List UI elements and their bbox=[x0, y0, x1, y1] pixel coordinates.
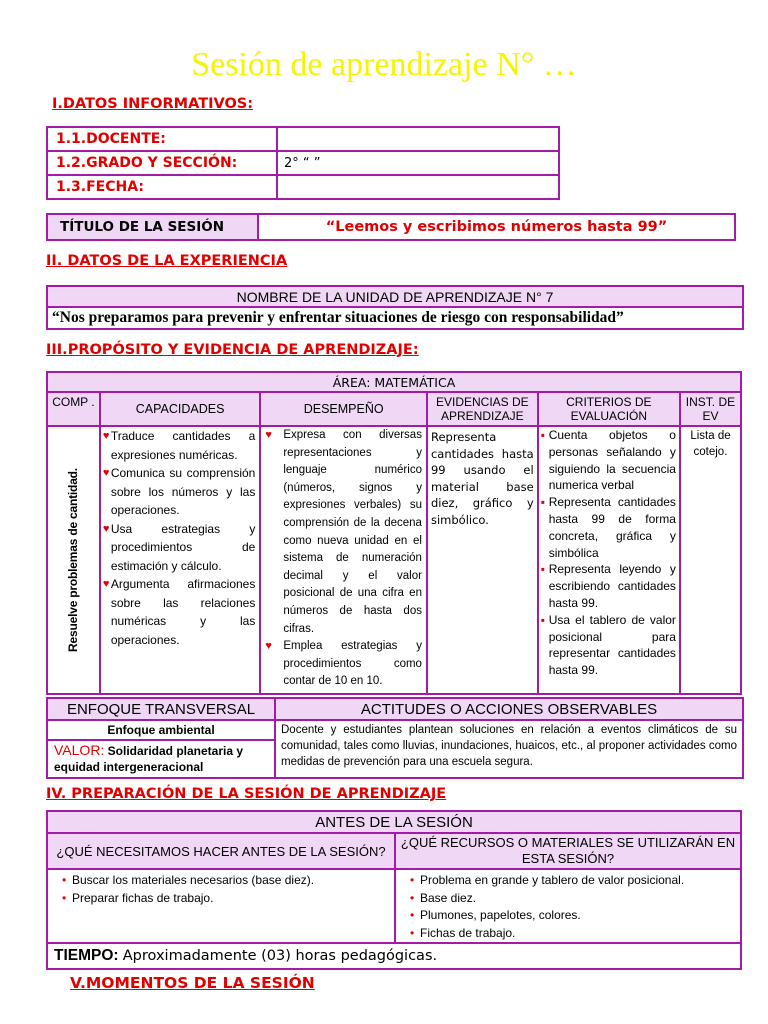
bullet-icon: ▪ bbox=[540, 495, 545, 510]
recursos-cell bbox=[395, 869, 741, 943]
list-item bbox=[410, 872, 736, 890]
titulo-sesion-value: “Leemos y escribimos números hasta 99” bbox=[258, 214, 735, 240]
bullet-icon: ▪ bbox=[540, 562, 545, 577]
col-evidencias-header: EVIDENCIAS DE APRENDIZAJE bbox=[427, 392, 538, 426]
criterios-list bbox=[541, 427, 676, 679]
desempeno-cell bbox=[260, 426, 427, 694]
list-item-text: Cuenta objetos o personas señalando y siguiendo la secuencia numerica verbal bbox=[548, 428, 676, 493]
section-heading-experiencia: II. DATOS DE LA EXPERIENCIA bbox=[46, 253, 288, 269]
tiempo-value: Aproximadamente (03) horas pedagógicas. bbox=[122, 948, 438, 965]
list-item bbox=[410, 890, 736, 908]
enfoque-table bbox=[46, 697, 744, 779]
list-item bbox=[62, 890, 390, 908]
criterios-cell bbox=[538, 426, 680, 694]
recursos-list bbox=[410, 872, 736, 942]
titulo-sesion-label: TÍTULO DE LA SESIÓN bbox=[47, 214, 258, 240]
heart-icon: ♥ bbox=[102, 578, 110, 590]
list-item-text: Argumenta afirmaciones sobre las relaciones numéricas y las operaciones. bbox=[110, 577, 256, 647]
actitudes-header: ACTITUDES O ACCIONES OBSERVABLES bbox=[275, 698, 743, 720]
list-item-text: Plumones, papelotes, colores. bbox=[420, 908, 581, 923]
capacidades-list bbox=[103, 427, 256, 649]
fecha-value bbox=[277, 175, 559, 199]
list-item bbox=[265, 638, 422, 691]
list-item-text: Usa el tablero de valor posicional para representar cantidades hasta 99. bbox=[548, 612, 676, 678]
necesitamos-header: ¿QUÉ NECESITAMOS HACER ANTES DE LA SESIÓN? bbox=[47, 833, 395, 869]
heart-icon: ♥ bbox=[265, 429, 272, 441]
recursos-header: ¿QUÉ RECURSOS O MATERIALES SE UTILIZARÁN EN ESTA SESIÓN? bbox=[395, 833, 741, 869]
titulo-sesion-table bbox=[46, 213, 736, 241]
competencia-cell bbox=[47, 426, 100, 694]
unidad-value: “Nos preparamos para prevenir y enfrentar situaciones de riesgo con responsabilidad” bbox=[47, 307, 743, 329]
heart-icon: ♥ bbox=[102, 467, 110, 479]
docente-value bbox=[277, 127, 559, 151]
proposito-table bbox=[46, 371, 742, 695]
list-item-text: Fichas de trabajo. bbox=[420, 925, 516, 940]
valor-label: VALOR: bbox=[54, 742, 105, 758]
list-item bbox=[541, 612, 676, 679]
antes-header: ANTES DE LA SESIÓN bbox=[47, 811, 741, 833]
instrumento-cell: Lista de cotejo. bbox=[680, 426, 741, 694]
list-item bbox=[541, 427, 676, 494]
list-item-text: Buscar los materiales necesarios (base diez). bbox=[72, 873, 315, 887]
bullet-icon: • bbox=[410, 873, 415, 887]
bullet-icon: • bbox=[62, 890, 67, 905]
capacidades-cell bbox=[100, 426, 261, 694]
list-item bbox=[103, 427, 256, 464]
enfoque-header: ENFOQUE TRANSVERSAL bbox=[47, 698, 275, 720]
list-item-text: Problema en grande y tablero de valor posicional. bbox=[420, 873, 685, 887]
bullet-icon: • bbox=[410, 925, 415, 940]
list-item-text: Comunica su comprensión sobre los números y las operaciones. bbox=[110, 466, 256, 517]
list-item-text: Emplea estrategias y procedimientos como contar de 10 en 10. bbox=[283, 640, 422, 688]
grado-label: 1.2.GRADO Y SECCIÓN: bbox=[47, 151, 277, 175]
list-item bbox=[541, 561, 676, 611]
bullet-icon: ▪ bbox=[540, 612, 545, 627]
bullet-icon: • bbox=[62, 873, 67, 887]
valor-text: Solidaridad planetaria y equidad intergeneracional bbox=[54, 744, 244, 774]
list-item-text: Base diez. bbox=[420, 890, 477, 905]
heart-icon: ♥ bbox=[102, 522, 110, 535]
preparacion-table bbox=[46, 810, 742, 970]
section-heading-proposito: III.PROPÓSITO Y EVIDENCIA DE APRENDIZAJE: bbox=[46, 342, 419, 358]
unidad-header: NOMBRE DE LA UNIDAD DE APRENDIZAJE N° 7 bbox=[47, 286, 743, 307]
list-item bbox=[62, 872, 390, 890]
enfoque-nombre: Enfoque ambiental bbox=[48, 721, 274, 741]
area-header: ÁREA: MATEMÁTICA bbox=[47, 372, 741, 392]
desempeno-list bbox=[265, 427, 422, 691]
list-item-text: Representa cantidades hasta 99 de forma concreta, gráfica y simbólica bbox=[548, 495, 676, 560]
fecha-label: 1.3.FECHA: bbox=[47, 175, 277, 199]
col-inst-header: INST. DE EV bbox=[680, 392, 741, 426]
list-item-text: Expresa con diversas representaciones y lenguaje numérico (números, signos y expresiones verbales) su comprensión de la decena como nueva unidad en el sistema de numeración decimal y el valor posicional de una cifra en números de hasta dos cifras. bbox=[283, 429, 422, 635]
page-title: Sesión de aprendizaje N° … bbox=[191, 46, 577, 83]
tiempo-cell bbox=[47, 943, 741, 969]
valor-block bbox=[48, 741, 274, 777]
col-capacidades-header: CAPACIDADES bbox=[100, 392, 261, 426]
competencia-text: Resuelve problemas de cantidad. bbox=[66, 468, 81, 652]
heart-icon: ♥ bbox=[102, 430, 110, 442]
list-item-text: Traduce cantidades a expresiones numéricas. bbox=[110, 429, 256, 462]
tiempo-label: TIEMPO: bbox=[54, 947, 119, 965]
section-heading-datos: I.DATOS INFORMATIVOS: bbox=[52, 96, 254, 112]
section-heading-preparacion: IV. PREPARACIÓN DE LA SESIÓN DE APRENDIZAJE bbox=[46, 786, 447, 802]
list-item bbox=[410, 907, 736, 925]
col-criterios-header: CRITERIOS DE EVALUACIÓN bbox=[538, 392, 680, 426]
bullet-icon: ▪ bbox=[540, 428, 545, 442]
unidad-table bbox=[46, 285, 744, 330]
list-item-text: Preparar fichas de trabajo. bbox=[72, 890, 214, 905]
datos-table bbox=[46, 126, 560, 200]
list-item bbox=[103, 575, 256, 649]
bullet-icon: • bbox=[410, 890, 415, 905]
col-desempeno-header: DESEMPEÑO bbox=[260, 392, 427, 426]
list-item-text: Usa estrategias y procedimientos de estimación y cálculo. bbox=[110, 521, 256, 573]
col-comp-header: COMP . bbox=[47, 392, 100, 426]
enfoque-left-cell bbox=[47, 720, 275, 778]
section-heading-momentos: V.MOMENTOS DE LA SESIÓN bbox=[70, 974, 315, 992]
list-item bbox=[265, 427, 422, 638]
list-item-text: Representa leyendo y escribiendo cantidades hasta 99. bbox=[548, 562, 676, 610]
grado-value: 2° “ ” bbox=[277, 151, 559, 175]
list-item bbox=[103, 520, 256, 576]
necesitamos-list bbox=[62, 872, 390, 907]
evidencia-cell: Representa cantidades hasta 99 usando el material base diez, gráfico y simbólico. bbox=[427, 426, 538, 694]
list-item bbox=[541, 494, 676, 561]
necesitamos-cell bbox=[47, 869, 395, 943]
actitudes-cell: Docente y estudiantes plantean soluciones en relación a eventos climáticos de su comunidad, tales como lluvias, inundaciones, huaicos, etc., al proponer actividades como medidas de prevención para una escuela segura. bbox=[275, 720, 743, 778]
list-item bbox=[410, 925, 736, 943]
bullet-icon: • bbox=[410, 908, 415, 923]
list-item bbox=[103, 464, 256, 520]
heart-icon: ♥ bbox=[265, 640, 272, 653]
docente-label: 1.1.DOCENTE: bbox=[47, 127, 277, 151]
